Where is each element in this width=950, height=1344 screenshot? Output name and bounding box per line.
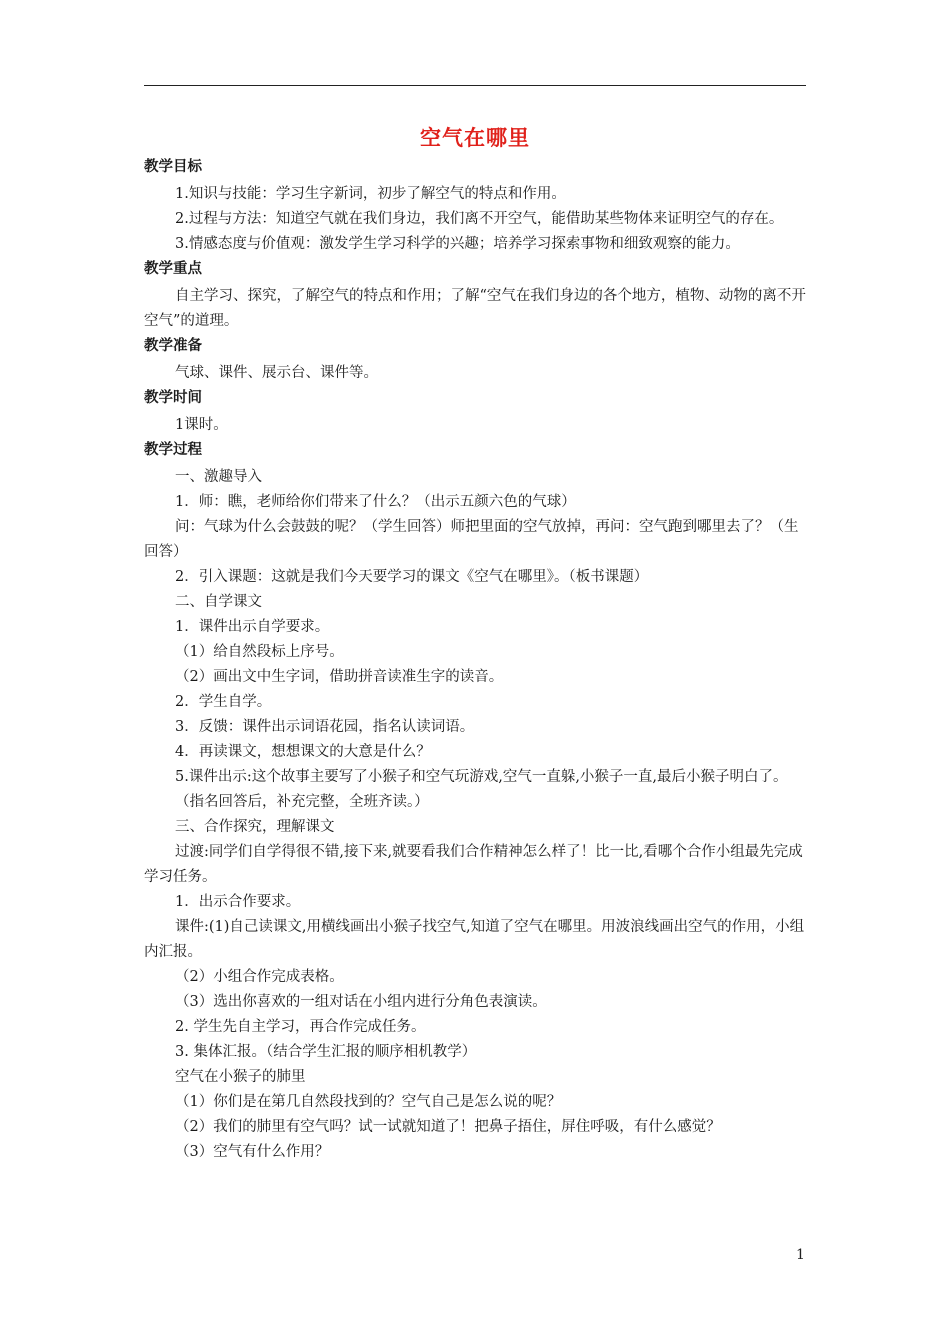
section-heading-process: 教学过程: [144, 442, 202, 458]
header-rule: [144, 85, 806, 86]
document-body: [144, 155, 808, 1165]
process-line: 3．反馈：课件出示词语花园，指名认读词语。: [175, 719, 475, 735]
section-heading-goals: 教学目标: [144, 159, 202, 175]
section-heading-focus: 教学重点: [144, 261, 202, 277]
process-line: 空气在小猴子的肺里: [175, 1069, 306, 1085]
process-line: （1）给自然段标上序号。: [175, 644, 344, 660]
paragraph: 2.过程与方法：知道空气就在我们身边，我们离不开空气，能借助某些物体来证明空气的存在。: [175, 211, 784, 227]
process-line: （2）画出文中生字词，借助拼音读准生字的读音。: [175, 669, 504, 685]
process-line: （2）我们的肺里有空气吗？试一试就知道了！把鼻子捂住，屏住呼吸，有什么感觉？: [175, 1119, 721, 1135]
section-heading-prep: 教学准备: [144, 338, 202, 354]
paragraph: 自主学习、探究，了解空气的特点和作用；了解“空气在我们身边的各个地方，植物、动物的离不开空气”的道理。: [144, 288, 806, 329]
process-line: （1）你们是在第几自然段找到的？空气自己是怎么说的呢？: [175, 1094, 562, 1110]
paragraph: 1课时。: [175, 417, 228, 433]
document-title: 空气在哪里: [420, 126, 530, 150]
process-line: 1．课件出示自学要求。: [175, 619, 330, 635]
process-line: 一、激趣导入: [175, 469, 262, 485]
process-line: 3. 集体汇报。（结合学生汇报的顺序相机教学）: [175, 1044, 477, 1060]
process-line: 4．再读课文，想想课文的大意是什么？: [175, 744, 431, 760]
process-line: 二、自学课文: [175, 594, 262, 610]
process-line: 三、合作探究，理解课文: [175, 819, 335, 835]
process-line: 问：气球为什么会鼓鼓的呢？（学生回答）师把里面的空气放掉，再问：空气跑到哪里去了？（生回答）: [144, 519, 799, 560]
process-line: （指名回答后，补充完整，全班齐读。）: [175, 794, 429, 810]
process-line: 2. 学生先自主学习，再合作完成任务。: [175, 1019, 426, 1035]
section-heading-time: 教学时间: [144, 390, 202, 406]
process-line: （3）空气有什么作用？: [175, 1144, 330, 1160]
process-line: （3）选出你喜欢的一组对话在小组内进行分角色表演读。: [175, 994, 547, 1010]
process-line: 5.课件出示:这个故事主要写了小猴子和空气玩游戏,空气一直躲,小猴子一直,最后小猴子明白了。: [175, 769, 788, 785]
process-line: 1．出示合作要求。: [175, 894, 301, 910]
process-line: 2．引入课题：这就是我们今天要学习的课文《空气在哪里》。（板书课题）: [175, 569, 649, 585]
process-line: 1．师：瞧，老师给你们带来了什么？（出示五颜六色的气球）: [175, 494, 576, 510]
paragraph: 3.情感态度与价值观：激发学生学习科学的兴趣；培养学习探索事物和细致观察的能力。: [175, 236, 740, 252]
process-line: 2．学生自学。: [175, 694, 272, 710]
page-number: 1: [796, 1247, 805, 1263]
process-line: （2）小组合作完成表格。: [175, 969, 344, 985]
process-line: 过渡:同学们自学得很不错,接下来,就要看我们合作精神怎么样了！比一比,看哪个合作小组最先完成学习任务。: [144, 844, 803, 885]
paragraph: 1.知识与技能：学习生字新词，初步了解空气的特点和作用。: [175, 186, 566, 202]
process-line: 课件:(1)自己读课文,用横线画出小猴子找空气,知道了空气在哪里。用波浪线画出空气的作用，小组内汇报。: [144, 919, 805, 960]
paragraph: 气球、课件、展示台、课件等。: [175, 365, 378, 381]
